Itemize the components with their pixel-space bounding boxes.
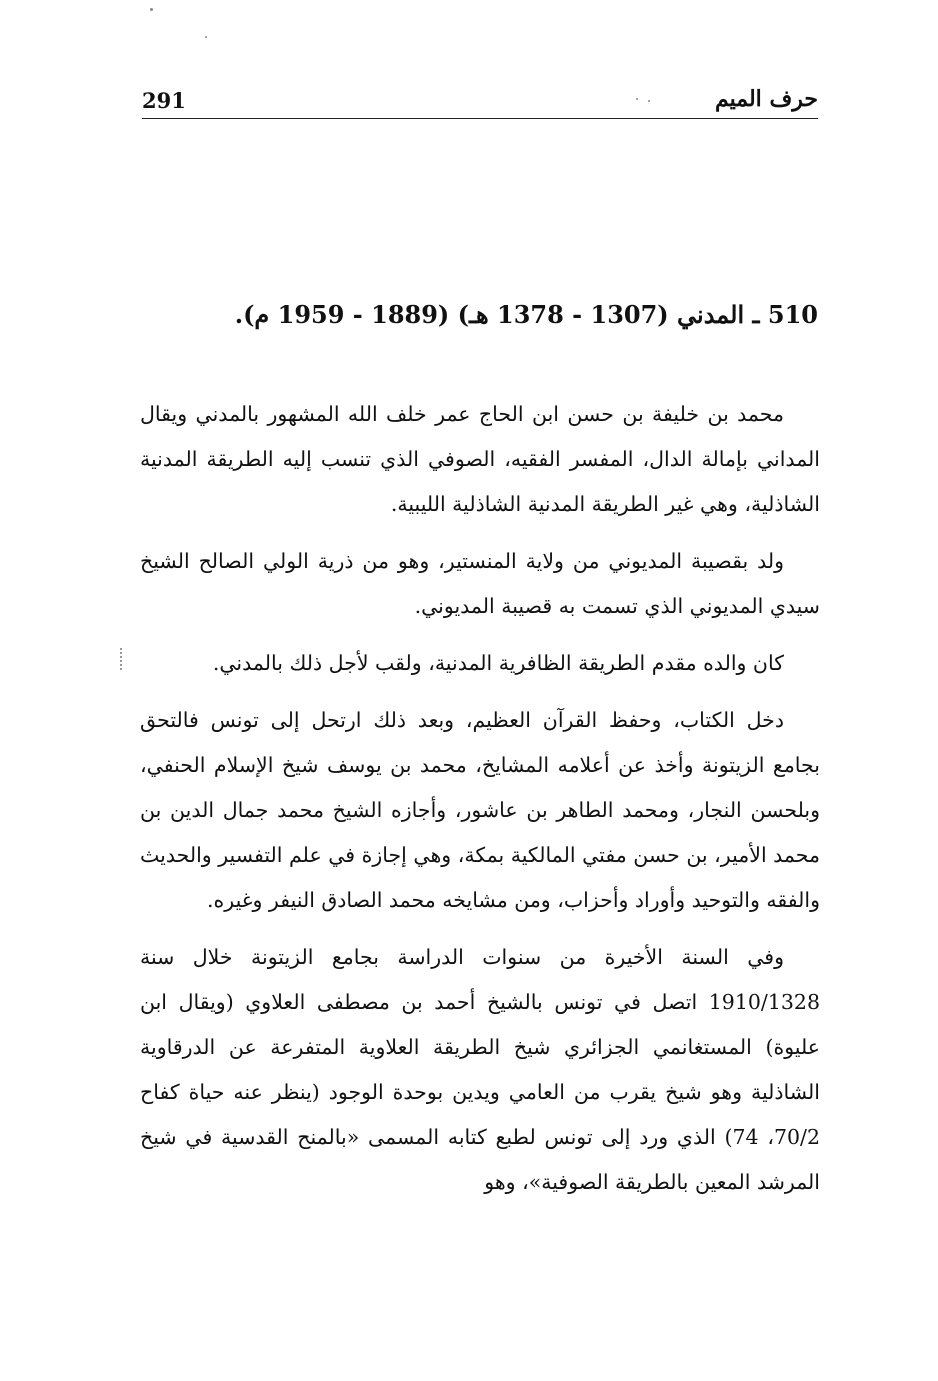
paragraph: كان والده مقدم الطريقة الظافرية المدنية، ولقب لأجل ذلك بالمدني.	[212, 651, 784, 675]
margin-mark	[120, 648, 124, 670]
paragraph: ولد بقصيبة المديوني من ولاية المنستير، وهو من ذرية الولي الصالح الشيخ سيدي المديوني الذي تسمت به قصيبة المديوني.	[140, 549, 820, 618]
scan-speck	[150, 8, 153, 11]
paragraph: وفي السنة الأخيرة من سنوات الدراسة بجامع الزيتونة خلال سنة 1910/1328 اتصل في تونس بالشيخ أحمد بن مصطفى العلاوي (ويقال ابن عليوة) المستغانمي الجزائري شيخ الطريقة العلاوية المتفرعة عن الدرقاوية الشاذلية وهو شيخ يقرب من العامي ويدين بوحدة الوجود (ينظر عنه حياة كفاح 70/2، 74) الذي ورد إلى تونس لطبع كتابه المسمى «بالمنح القدسية في شيخ المرشد المعين بالطريقة الصوفية»، وهو	[140, 945, 820, 1194]
page-header	[142, 84, 818, 119]
paragraph: محمد بن خليفة بن حسن ابن الحاج عمر خلف الله المشهور بالمدني ويقال المداني بإمالة الدال، المفسر الفقيه، الصوفي الذي تنسب إليه الطريقة المدنية الشاذلية، وهي غير الطريقة المدنية الشاذلية الليبية.	[140, 402, 820, 516]
running-head: حرف الميم	[714, 86, 818, 112]
entry-title: 510 ـ المدني (1307 - 1378 هـ) (1889 - 1959 م).	[234, 300, 818, 329]
paragraph: دخل الكتاب، وحفظ القرآن العظيم، وبعد ذلك ارتحل إلى تونس فالتحق بجامع الزيتونة وأخذ عن أعلامه المشايخ، محمد بن يوسف شيخ الإسلام الحنفي، وبلحسن النجار، ومحمد الطاهر بن عاشور، وأجازه الشيخ محمد جمال الدين بن محمد الأمير، بن حسن مفتي المالكية بمكة، وهي إجازة في علم التفسير والحديث والفقه والتوحيد وأوراد وأحزاب، ومن مشايخه محمد الصادق النيفر وغيره.	[140, 708, 820, 912]
page-number: 291	[142, 88, 186, 113]
scan-speck	[205, 36, 207, 38]
entry-body	[140, 392, 820, 1205]
